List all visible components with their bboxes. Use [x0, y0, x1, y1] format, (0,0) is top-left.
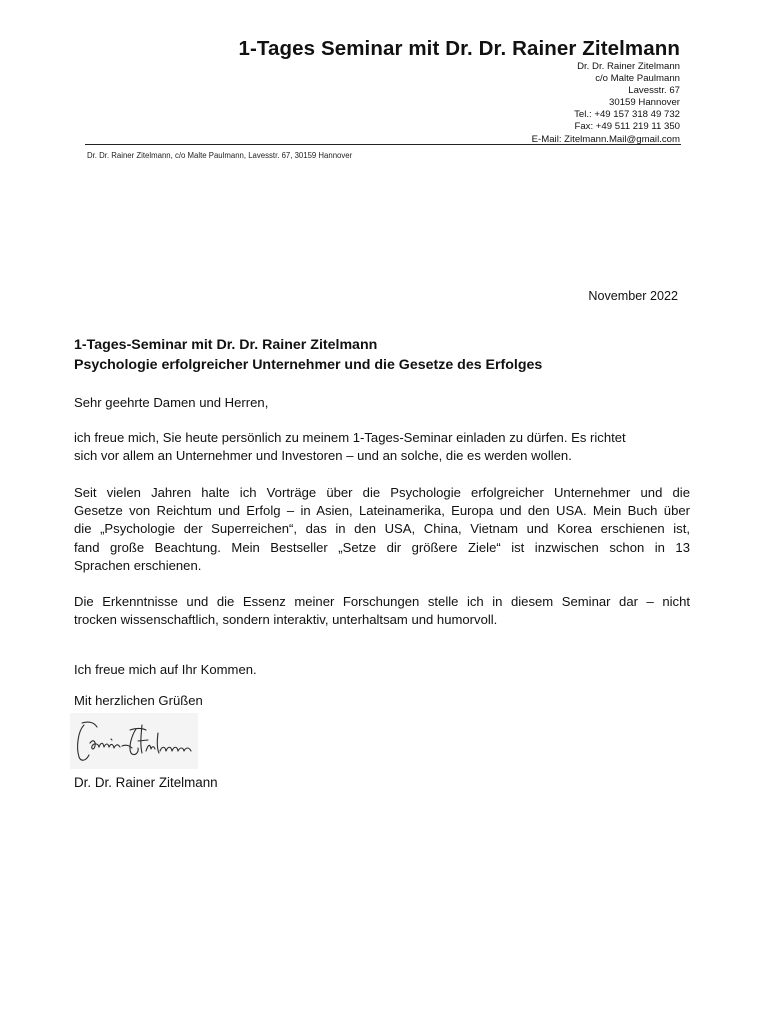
paragraph-seminar-content: [74, 593, 690, 629]
paragraph-line: Gesetze von Reichtum und Erfolg – in Asien, Lateinamerika, Europa und den USA. Mein Buch über: [74, 503, 690, 519]
sender-care-of: c/o Malte Paulmann: [595, 73, 680, 85]
subject-block: [74, 336, 694, 375]
paragraph-line: Seit vielen Jahren halte ich Vorträge über die Psychologie erfolgreicher Unternehmer und die: [74, 485, 690, 500]
paragraph-line: sich vor allem an Unternehmer und Investoren – und an solche, die es werden wollen.: [74, 448, 572, 464]
subject-line-2: Psychologie erfolgreicher Unternehmer und die Gesetze des Erfolges: [74, 356, 543, 373]
paragraph-line: Die Erkenntnisse und die Essenz meiner Forschungen stelle ich in diesem Seminar dar – nicht: [74, 594, 690, 609]
signer-name: Dr. Dr. Rainer Zitelmann: [74, 775, 218, 790]
sender-email: E-Mail: Zitelmann.Mail@gmail.com: [531, 133, 680, 145]
sender-name: Dr. Dr. Rainer Zitelmann: [577, 61, 680, 72]
paragraph-line: ich freue mich, Sie heute persönlich zu meinem 1-Tages-Seminar einladen zu dürfen. Es richtet: [74, 430, 626, 445]
handwritten-signature: [70, 713, 198, 769]
letter-date: November 2022: [588, 289, 678, 303]
sender-address-block: [532, 61, 680, 146]
paragraph-background: [74, 484, 690, 575]
signature-image: [70, 713, 198, 769]
sender-city: 30159 Hannover: [609, 97, 680, 109]
closing-line: Ich freue mich auf Ihr Kommen.: [74, 662, 257, 677]
return-address-line: Dr. Dr. Rainer Zitelmann, c/o Malte Paulmann, Lavesstr. 67, 30159 Hannover: [87, 151, 353, 160]
valediction: Mit herzlichen Grüßen: [74, 693, 203, 708]
subject-line-1: 1-Tages-Seminar mit Dr. Dr. Rainer Zitelmann: [74, 337, 378, 353]
letterhead-title: 1-Tages Seminar mit Dr. Dr. Rainer Zitelmann: [238, 37, 680, 60]
header-divider: [85, 144, 681, 145]
paragraph-line: fand große Beachtung. Mein Bestseller „Setze dir größere Ziele“ ist inzwischen schon in 13: [74, 539, 690, 555]
paragraph-line: trocken wissenschaftlich, sondern interaktiv, unterhaltsam und humorvoll.: [74, 612, 498, 628]
paragraph-invitation: [74, 429, 690, 465]
sender-fax: Fax: +49 511 219 11 350: [574, 121, 680, 133]
sender-phone: Tel.: +49 157 318 49 732: [574, 109, 680, 121]
sender-street: Lavesstr. 67: [628, 85, 680, 97]
salutation: Sehr geehrte Damen und Herren,: [74, 395, 269, 410]
paragraph-line: Sprachen erschienen.: [74, 557, 202, 573]
paragraph-line: die „Psychologie der Superreichen“, das in den USA, China, Vietnam und Korea erschienen ist,: [74, 521, 690, 537]
